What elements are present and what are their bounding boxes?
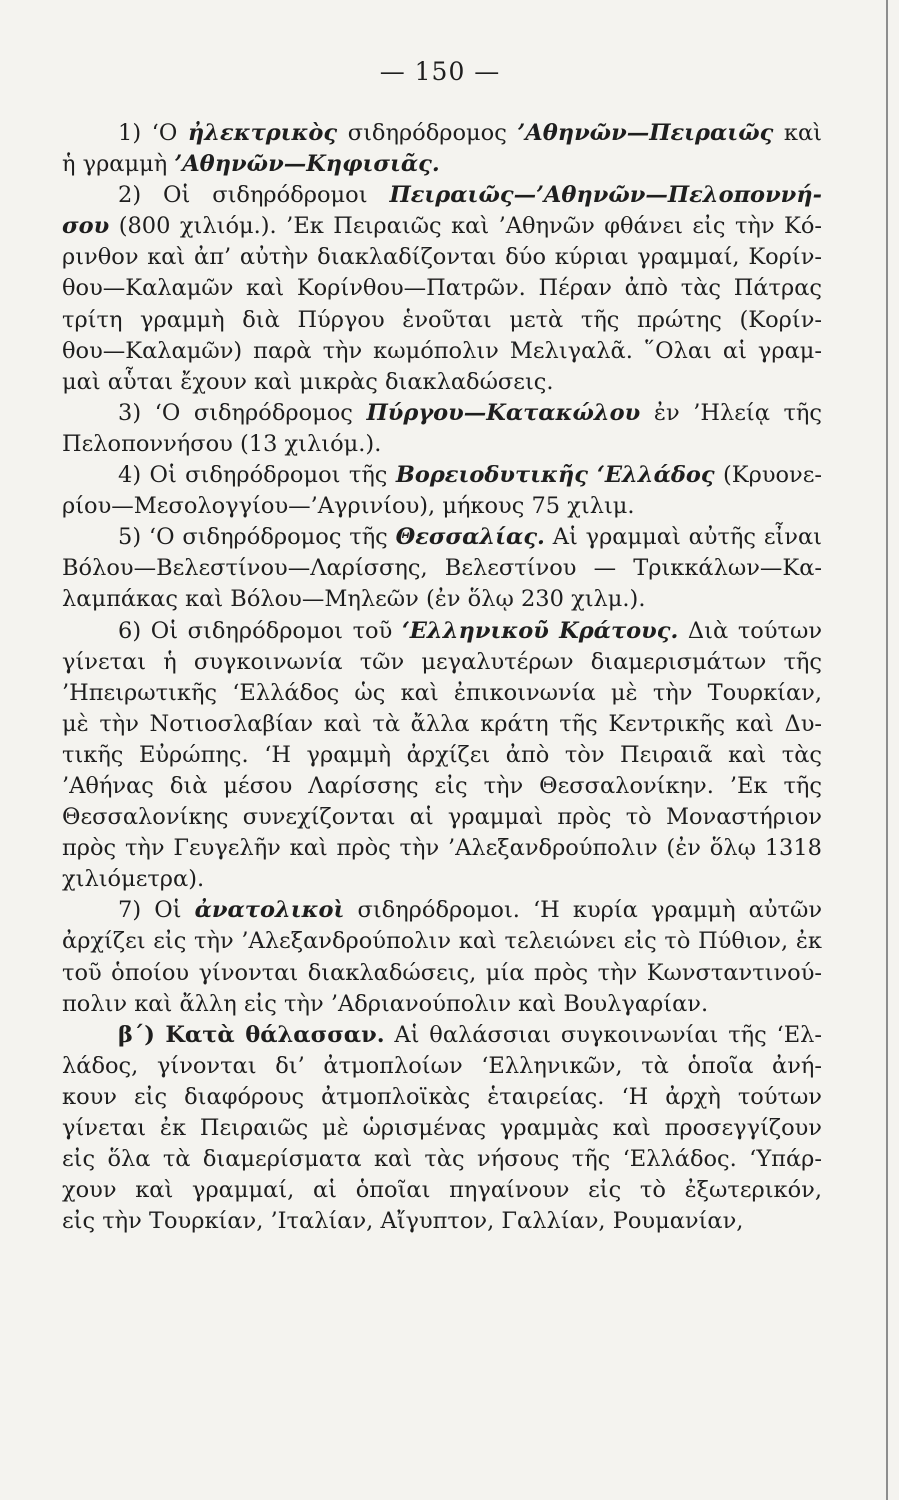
text-run: 5) ‘Ο σιδηρόδρομος τῆς	[118, 524, 396, 551]
text-run: σιδηρόδρομος	[337, 120, 518, 146]
text-run: θου—Καλαμῶν καὶ Κορίνθου—Πατρῶν. Πέραν ἀπὸ τὰς Πάτρας	[62, 275, 822, 302]
text-line	[62, 305, 822, 336]
text-run: 6) Οἱ σιδηρόδρομοι τοῦ	[118, 617, 402, 644]
text-line	[62, 429, 822, 460]
text-run: 1) ‘Ο	[118, 120, 188, 146]
text-run: πρὸς τὴν Γευγελῆν καὶ πρὸς τὴν ’Αλεξανδρούπολιν (ἐν ὅλῳ 1318	[62, 835, 822, 862]
text-line	[62, 211, 822, 242]
text-line	[62, 771, 822, 802]
emphasis-text: ἠλεκτρικὸς	[187, 120, 338, 146]
text-run: εἰς τὴν Τουρκίαν, ’Ιταλίαν, Αἴγυπτον, Γαλλίαν, Ρουμανίαν,	[62, 1208, 744, 1235]
text-line	[62, 1206, 822, 1237]
text-line	[62, 1175, 822, 1206]
emphasis-text: ἀνατολικοὶ	[194, 897, 345, 924]
text-line	[62, 273, 822, 304]
text-run: ἡ γραμμὴ	[62, 151, 175, 178]
text-run: 7) Οἱ	[118, 897, 195, 924]
text-run: 4) Οἱ σιδηρόδρομοι τῆς	[118, 462, 396, 489]
text-run: 2) Οἱ σιδηρόδρομοι	[118, 182, 390, 209]
text-line	[62, 242, 822, 273]
text-line	[62, 647, 822, 678]
text-line	[62, 1113, 822, 1144]
text-line	[62, 895, 822, 926]
text-run: μαὶ αὗται ἔχουν καὶ μικρὰς διακλαδώσεις.	[62, 368, 554, 395]
text-line	[62, 336, 822, 367]
text-line	[62, 1082, 822, 1113]
text-run: ἐν ’Ηλείᾳ τῆς	[640, 399, 822, 426]
text-run: Βόλου—Βελεστίνου—Λαρίσσης, Βελεστίνου — Τρικκάλων—Κα-	[62, 555, 822, 582]
text-run: Αἱ θαλάσσιαι συγκοινωνίαι τῆς ‘Ελ-	[384, 1021, 822, 1048]
text-line	[62, 709, 822, 740]
text-run: εἰς ὅλα τὰ διαμερίσματα καὶ τὰς νήσους τῆς ‘Ελλάδος. ‘Υπάρ-	[62, 1146, 822, 1173]
page-number: — 150 —	[379, 57, 501, 86]
text-run: λαμπάκας καὶ Βόλου—Μηλεῶν (ἐν ὅλῳ 230 χιλμ.).	[62, 586, 646, 613]
text-line	[62, 460, 822, 491]
text-line	[62, 740, 822, 771]
text-run: Θεσσαλονίκης συνεχίζονται αἱ γραμμαὶ πρὸς τὸ Μοναστήριον	[62, 804, 822, 831]
text-run: λάδος, γίνονται δι’ ἀτμοπλοίων ‘Ελληνικῶν, τὰ ὁποῖα ἀνή-	[62, 1052, 822, 1079]
emphasis-text: β´) Κατὰ θάλασσαν.	[118, 1021, 385, 1048]
text-run: χιλιόμετρα).	[62, 866, 205, 893]
emphasis-text: ’Αθηνῶν—Πειραιῶς	[517, 120, 774, 146]
text-line	[62, 398, 822, 429]
text-run: Πελοποννήσου (13 χιλιόμ.).	[62, 430, 382, 457]
text-line	[62, 118, 822, 149]
text-run: ρινθον καὶ ἀπ’ αὐτὴν διακλαδίζονται δύο κύριαι γραμμαί, Κορίν-	[62, 244, 822, 271]
emphasis-text: Θεσσαλίας.	[395, 524, 545, 551]
text-line	[62, 522, 822, 553]
text-run: ’Αθήνας διὰ μέσου Λαρίσσης εἰς τὴν Θεσσαλονίκην. ’Εκ τῆς	[62, 772, 822, 799]
emphasis-text: σου	[62, 213, 110, 240]
text-run: (Κρυονε-	[714, 462, 822, 489]
text-run: 3) ‘Ο σιδηρόδρομος	[118, 399, 367, 426]
text-run: τοῦ ὁποίου γίνονται διακλαδώσεις, μία πρὸς τὴν Κωνσταντινού-	[62, 959, 822, 986]
text-run: καὶ	[773, 120, 822, 146]
text-run: τρίτη γραμμὴ διὰ Πύργου ἑνοῦται μετὰ τῆς πρώτης (Κορίν-	[62, 306, 822, 333]
text-run: θου—Καλαμῶν) παρὰ τὴν κωμόπολιν Μελιγαλᾶ. ῞Ολαι αἱ γραμ-	[62, 337, 822, 364]
emphasis-text: Βορειοδυτικῆς ‘Ελλάδος	[395, 462, 715, 489]
emphasis-text: Πειραιῶς—’Αθηνῶν—Πελοποννή-	[389, 182, 822, 209]
text-line	[62, 616, 822, 647]
page-edge-line	[886, 0, 888, 1500]
text-line	[62, 553, 822, 584]
text-line	[62, 584, 822, 615]
text-run: κουν εἰς διαφόρους ἀτμοπλοϊκὰς ἑταιρείας. ‘Η ἀρχὴ τούτων	[62, 1083, 822, 1110]
text-line	[62, 367, 822, 398]
text-line	[62, 491, 822, 522]
text-line	[62, 989, 822, 1020]
text-run: πολιν καὶ ἄλλη εἰς τὴν ’Αδριανούπολιν καὶ Βουλγαρίαν.	[62, 990, 709, 1017]
text-run: τικῆς Εὐρώπης. ‘Η γραμμὴ ἀρχίζει ἀπὸ τὸν Πειραιᾶ καὶ τὰς	[62, 741, 822, 768]
text-line	[62, 1144, 822, 1175]
text-run: ’Ηπειρωτικῆς ‘Ελλάδος ὡς καὶ ἐπικοινωνία μὲ τὴν Τουρκίαν,	[62, 679, 822, 706]
text-run: γίνεται ἐκ Πειραιῶς μὲ ὡρισμένας γραμμὰς καὶ προσεγγίζουν	[62, 1115, 822, 1141]
text-run: γίνεται ἡ συγκοινωνία τῶν μεγαλυτέρων διαμερισμάτων τῆς	[62, 648, 822, 675]
text-run: χουν καὶ γραμμαί, αἱ ὁποῖαι πηγαίνουν εἰς τὸ ἐξωτερικόν,	[62, 1177, 822, 1204]
text-line	[62, 833, 822, 864]
text-line	[62, 926, 822, 957]
text-line	[62, 180, 822, 211]
text-line	[62, 802, 822, 833]
text-run: Διὰ τούτων	[678, 617, 822, 644]
text-run: σιδηρόδρομοι. ‘Η κυρία γραμμὴ αὐτῶν	[344, 897, 822, 924]
text-run: Αἱ γραμμαὶ αὐτῆς εἶναι	[544, 524, 822, 551]
text-run: (800 χιλιόμ.). ’Εκ Πειραιῶς καὶ ’Αθηνῶν φθάνει εἰς τὴν Κό-	[109, 213, 822, 240]
text-run: ἀρχίζει εἰς τὴν ’Αλεξανδρούπολιν καὶ τελειώνει εἰς τὸ Πύθιον, ἐκ	[62, 928, 822, 955]
text-line	[62, 864, 822, 895]
text-run: ρίου—Μεσολογγίου—’Αγρινίου), μήκους 75 χιλιμ.	[62, 493, 635, 520]
text-line	[62, 1051, 822, 1082]
body-text	[62, 118, 822, 1237]
text-line	[62, 149, 822, 180]
text-line	[62, 958, 822, 989]
emphasis-text: ‘Ελληνικοῦ Κράτους.	[401, 617, 679, 644]
text-run: μὲ τὴν Νοτιοσλαβίαν καὶ τὰ ἄλλα κράτη τῆς Κεντρικῆς καὶ Δυ-	[62, 710, 822, 737]
emphasis-text: ’Αθηνῶν—Κηφισιᾶς.	[174, 151, 440, 178]
emphasis-text: Πύργου—Κατακώλου	[366, 399, 641, 426]
text-line	[62, 678, 822, 709]
text-line	[62, 1020, 822, 1051]
